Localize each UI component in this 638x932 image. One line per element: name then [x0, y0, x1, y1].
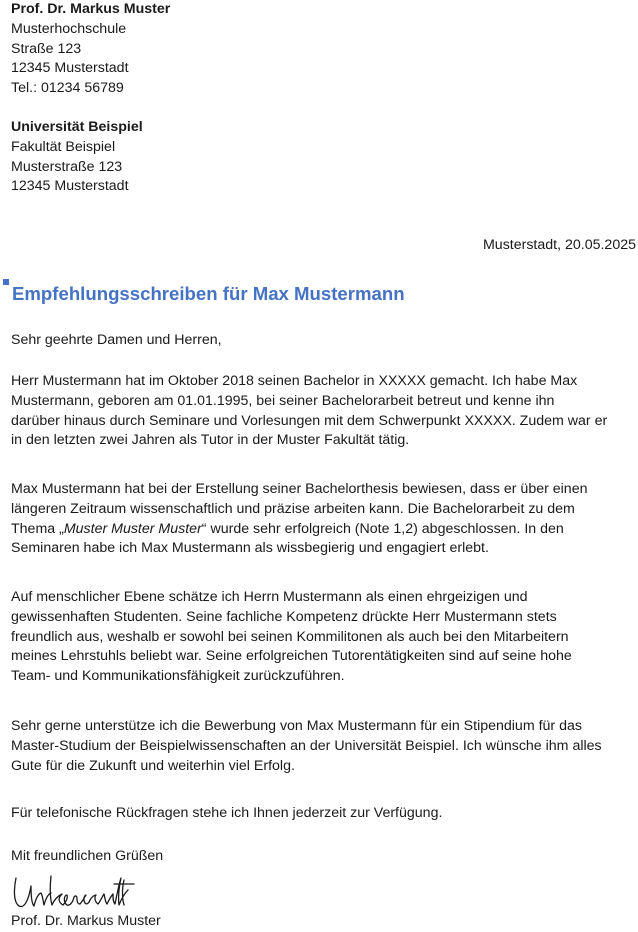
thesis-title: Muster Muster Muster [63, 520, 202, 537]
signer-name: Prof. Dr. Markus Muster [11, 913, 161, 929]
paragraph-line: darüber hinaus durch Seminare und Vorlesungen mit dem Schwerpunkt XXXXX. Zudem war er [11, 412, 608, 429]
paragraph-5 [11, 804, 633, 824]
paragraph-line: Sehr gerne unterstütze ich die Bewerbung von Max Mustermann für ein Stipendium für das [11, 718, 582, 734]
heading-marker [3, 279, 9, 285]
paragraph-line: Team- und Kommunikationsfähigkeit zurückzuführen. [11, 668, 345, 685]
sender-city: 12345 Musterstadt [11, 60, 129, 77]
closing: Mit freundlichen Grüßen [11, 848, 164, 864]
sender-address [11, 0, 633, 99]
paragraph-1 [11, 372, 633, 451]
paragraph-line: meines Lehrstuhls beliebt war. Seine erfolgreichen Tutorentätigkeiten sind auf seine hohe [11, 648, 572, 665]
paragraph-4 [11, 717, 633, 776]
sender-name: Prof. Dr. Markus Muster [11, 1, 171, 17]
salutation: Sehr geehrte Damen und Herren, [11, 332, 222, 348]
paragraph-line: freundlich aus, weshalb er sowohl bei seinen Kommilitonen als auch bei den Mitarbeitern [11, 628, 569, 645]
paragraph-line: Gute für die Zukunft und weiterhin viel Erfolg. [11, 757, 295, 774]
paragraph-line: gewissenhaften Studenten. Seine fachliche Kompetenz drückte Herr Mustermann stets [11, 608, 557, 625]
paragraph-line: Seminaren habe ich Max Mustermann als wissbegierig und engagiert erlebt. [11, 540, 489, 557]
sender-institution: Musterhochschule [11, 20, 127, 37]
recipient-address [11, 118, 633, 197]
paragraph-line: Master-Studium der Beispielwissenschaften an der Universität Beispiel. Ich wünsche ihm alles [11, 737, 602, 754]
sender-street: Straße 123 [11, 40, 82, 57]
paragraph-line: Für telefonische Rückfragen stehe ich Ihnen jederzeit zur Verfügung. [11, 805, 443, 821]
paragraph-2 [11, 480, 633, 559]
thema-prefix: Thema „ [11, 520, 64, 537]
paragraph-line: Mustermann, geboren am 01.01.1995, bei seiner Bachelorarbeit betreut und kenne ihn [11, 392, 555, 409]
recipient-city: 12345 Musterstadt [11, 178, 129, 195]
sender-phone: Tel.: 01234 56789 [11, 80, 124, 97]
handwritten-signature [10, 872, 140, 914]
letter-date: Musterstadt, 20.05.2025 [482, 237, 636, 253]
paragraph-line [11, 520, 633, 540]
recipient-street: Musterstraße 123 [11, 158, 123, 175]
thema-suffix: “ wurde sehr erfolgreich (Note 1,2) abgeschlossen. In den [201, 520, 564, 537]
paragraph-line: Herr Mustermann hat im Oktober 2018 seinen Bachelor in XXXXX gemacht. Ich habe Max [11, 373, 578, 389]
letter-subject: Empfehlungsschreiben für Max Mustermann [12, 283, 405, 304]
paragraph-line: Auf menschlicher Ebene schätze ich Herrn Mustermann als einen ehrgeizigen und [11, 589, 528, 605]
paragraph-line: in den letzten zwei Jahren als Tutor in der Muster Fakultät tätig. [11, 432, 410, 449]
paragraph-line: längeren Zeitraum wissenschaftlich und präzise arbeiten kann. Die Bachelorarbeit zu dem [11, 500, 575, 517]
paragraph-3 [11, 588, 633, 687]
paragraph-line: Max Mustermann hat bei der Erstellung seiner Bachelorthesis bewiesen, dass er über einen [11, 481, 588, 497]
recipient-department: Fakultät Beispiel [11, 138, 116, 155]
recipient-name: Universität Beispiel [11, 119, 143, 135]
signature-stroke [14, 876, 134, 906]
